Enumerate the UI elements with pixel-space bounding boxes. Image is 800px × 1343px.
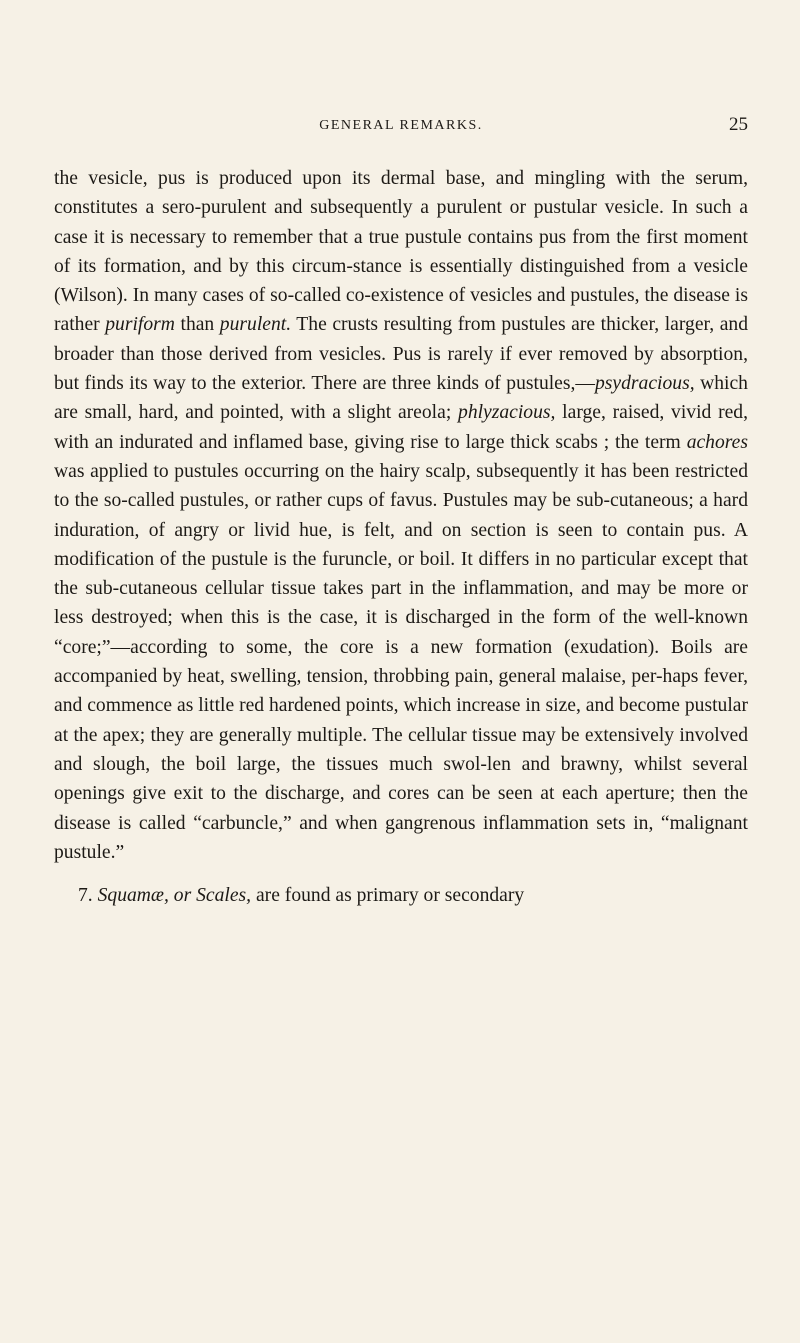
text-run: was applied to pustules occurring on the hairy scalp, subsequently it has been restricted to the so-called pustules, or rather cups of favus. Pustules may be sub-cutaneous; a hard induration, of angry or livid hue, is felt, and on section is seen to contain pus. A modification of the pustule is the furuncle, or boil. It differs in no particular except that the sub-cutaneous cellular tissue takes part in the inflammation, and may be more or less destroyed; when this is the case, it is discharged in the form of the well-known “core;”—according to some, the core is a new formation (exudation). Boils are accompanied by heat, swelling, tension, throbbing pain, general malaise, per-haps fever, and commence as little red hardened points, which increase in size, and become pustular at the apex; they are generally multiple. The cellular tissue may be extensively involved and slough, the boil large, the tissues much swol-len and brawny, whilst several openings give exit to the discharge, and cores can be seen at each aperture; then the disease is called “carbuncle,” and when gangrenous inflammation sets in, “malignant pustule.” — [54, 460, 748, 863]
paragraph-pustules — [54, 164, 748, 867]
italic-term-achores: achores — [686, 431, 748, 453]
text-run: large, raised, vivid red, with an indurated and inflamed base, giving rise to large thick scabs ; the term — [54, 402, 748, 453]
italic-term-puriform: puriform — [105, 314, 175, 336]
text-run: The crusts resulting from pustules are thicker, larger, and broader than those derived from vesicles. Pus is rarely if ever removed by absorption, but finds its way to the exterior. There are three kinds of pustules,— — [54, 314, 748, 395]
italic-term-purulent: purulent. — [219, 314, 292, 336]
text-run: than — [174, 314, 220, 336]
running-head — [54, 114, 748, 138]
italic-term-psydracious: psydracious, — [595, 373, 695, 395]
section-number: 7. — [78, 885, 98, 907]
text-run: the vesicle, pus is produced upon its dermal base, and mingling with the serum, constitutes a sero-purulent and subsequently a purulent or pustular vesicle. In such a case it is necessary to remember that a true pustule contains pus from the first moment of its formation, and by this circum-stance is essentially distinguished from a vesicle (Wilson). In many cases of so-called co-existence of vesicles and pustules, the disease is rather — [54, 168, 748, 336]
body-text — [54, 164, 748, 910]
text-run: are found as primary or secondary — [251, 885, 525, 907]
running-title: GENERAL REMARKS. — [319, 118, 483, 133]
paragraph-squamae — [54, 881, 748, 910]
italic-term-phlyzacious: phlyzacious, — [458, 402, 556, 424]
page-number: 25 — [729, 114, 748, 135]
text-run: which are small, hard, and pointed, with a slight areola; — [54, 373, 748, 424]
italic-heading-squamae: Squamæ, or Scales, — [97, 885, 252, 907]
